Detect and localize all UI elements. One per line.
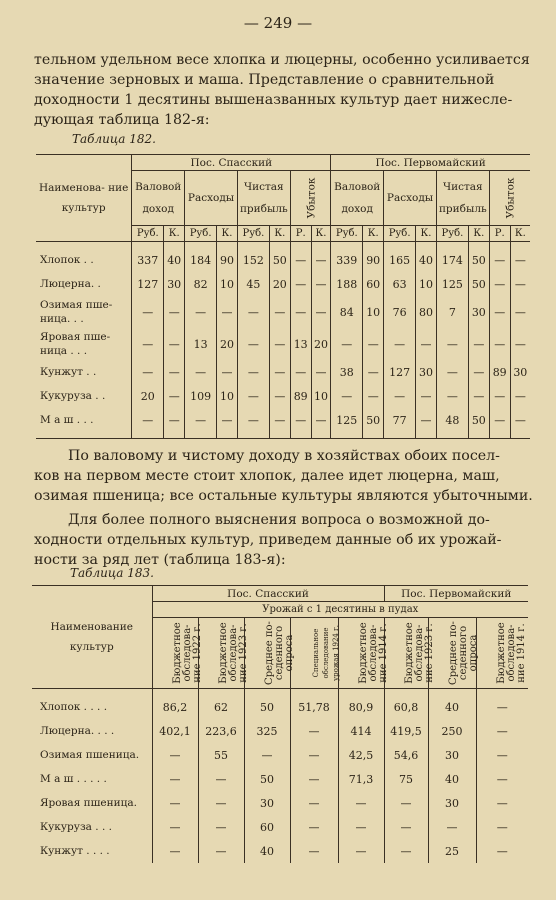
table-cell: 86,2 (152, 695, 198, 719)
table-row (36, 360, 530, 384)
table-cell: — (164, 384, 185, 408)
table-182-subheader: Расходы (384, 171, 437, 226)
table-183-column: Бюджетное обследова- ние 1923 г. (384, 618, 428, 689)
row-label: Яровая пшеница. (32, 791, 152, 815)
table-cell: — (468, 384, 489, 408)
table-cell: — (384, 791, 428, 815)
table-182-subheader: Убыток (489, 171, 530, 226)
table-cell: — (237, 384, 269, 408)
table-cell: — (152, 743, 198, 767)
text-line: ходности отдельных культур, приведем данные об их урожай- (34, 532, 502, 548)
table-cell: 10 (416, 272, 437, 296)
table-182-unit: Руб. (331, 226, 363, 242)
page-number: — 249 — (243, 14, 313, 32)
table-cell: — (185, 296, 217, 328)
table-cell: 60 (244, 815, 290, 839)
table-cell: 337 (132, 248, 164, 272)
table-cell: 84 (331, 296, 363, 328)
table-cell: 38 (331, 360, 363, 384)
table-cell: 40 (428, 767, 476, 791)
table-cell: — (290, 767, 338, 791)
table-182-group-spassky: Пос. Спасский (132, 155, 331, 171)
table-cell: 55 (198, 743, 244, 767)
table-cell: — (164, 296, 185, 328)
table-182-unit: К. (217, 226, 238, 242)
table-cell: — (269, 384, 290, 408)
table-cell: 89 (489, 360, 510, 384)
table-183-caption: Таблица 183. (70, 566, 154, 580)
table-cell: — (290, 360, 311, 384)
table-cell: — (152, 791, 198, 815)
table-cell: 13 (185, 328, 217, 360)
table-cell: 20 (132, 384, 164, 408)
table-cell: — (244, 743, 290, 767)
table-cell: 184 (185, 248, 217, 272)
table-183-subheader: Урожай с 1 десятины в пудах (152, 602, 528, 618)
table-cell: — (311, 360, 331, 384)
row-label: Кукуруза . . . (32, 815, 152, 839)
paragraph-intro (34, 50, 528, 130)
table-cell: 30 (416, 360, 437, 384)
table-cell: — (198, 815, 244, 839)
table-cell: — (416, 384, 437, 408)
text-line: значение зерновых и маша. Представление о сравнительной (34, 72, 495, 88)
table-cell: 75 (384, 767, 428, 791)
row-label: Кунжут . . . . (32, 839, 152, 863)
table-row (36, 296, 530, 328)
table-cell: 90 (363, 248, 384, 272)
table-cell: 30 (510, 360, 530, 384)
table-182-subheader: Чистая прибыль (436, 171, 489, 226)
table-cell: — (510, 248, 530, 272)
table-cell: — (384, 839, 428, 863)
table-182-unit: К. (510, 226, 530, 242)
table-cell: 50 (244, 767, 290, 791)
row-label: Озимая пше- ница. . . (36, 296, 132, 328)
table-cell: — (217, 296, 238, 328)
table-cell: 174 (436, 248, 468, 272)
table-cell: — (476, 815, 528, 839)
row-label: Люцерна. . (36, 272, 132, 296)
table-cell: 30 (468, 296, 489, 328)
table-183-column: Бюджетное обследова- ние 1914 г. (338, 618, 384, 689)
table-cell: — (510, 272, 530, 296)
table-cell: — (185, 408, 217, 432)
table-cell: — (338, 791, 384, 815)
table-cell: 7 (436, 296, 468, 328)
table-cell: — (489, 296, 510, 328)
table-cell: — (489, 328, 510, 360)
table-cell: — (132, 296, 164, 328)
table-183-column: Бюджетное обследова- ние 1922 г. (152, 618, 198, 689)
table-cell: — (363, 384, 384, 408)
table-cell: — (132, 328, 164, 360)
table-row (36, 328, 530, 360)
table-cell: — (152, 767, 198, 791)
table-182-unit: К. (269, 226, 290, 242)
table-cell: 165 (384, 248, 416, 272)
table-183-column: Бюджетное обследова- ние 1923 г. (198, 618, 244, 689)
table-cell: — (476, 767, 528, 791)
table-cell: — (217, 408, 238, 432)
table-cell: 125 (331, 408, 363, 432)
table-cell: — (185, 360, 217, 384)
text-line: Для более полного выяснения вопроса о возможной до- (68, 512, 490, 528)
table-182-subheader: Валовой доход (331, 171, 384, 226)
table-cell: 325 (244, 719, 290, 743)
table-cell: 20 (269, 272, 290, 296)
table-182-unit: Руб. (384, 226, 416, 242)
table-cell: — (338, 815, 384, 839)
table-182-unit: Руб. (132, 226, 164, 242)
table-cell: 40 (164, 248, 185, 272)
table-182-column-header: Наименова- ние культур (36, 155, 132, 242)
table-cell: 25 (428, 839, 476, 863)
table-cell: 402,1 (152, 719, 198, 743)
table-cell: 80,9 (338, 695, 384, 719)
table-183-column-header: Наименование культур (32, 586, 152, 689)
table-cell: — (436, 360, 468, 384)
table-cell: 250 (428, 719, 476, 743)
table-row (32, 767, 528, 791)
table-cell: 40 (428, 695, 476, 719)
table-182-unit: Руб. (185, 226, 217, 242)
table-183-column: Бюджетное обследова- ние 1914 г. (476, 618, 528, 689)
table-cell: — (311, 296, 331, 328)
table-cell: 10 (217, 272, 238, 296)
table-cell: — (237, 328, 269, 360)
table-cell: 414 (338, 719, 384, 743)
table-cell: — (237, 408, 269, 432)
table-row (36, 248, 530, 272)
table-cell: — (416, 408, 437, 432)
table-cell: — (152, 839, 198, 863)
text-line: дующая таблица 182-я: (34, 112, 210, 128)
table-cell: — (476, 719, 528, 743)
table-cell: 10 (311, 384, 331, 408)
table-cell: 223,6 (198, 719, 244, 743)
table-cell: — (269, 328, 290, 360)
table-183 (32, 585, 528, 863)
text-line: тельном удельном весе хлопка и люцерны, особенно усиливается (34, 52, 530, 68)
row-label: М а ш . . . (36, 408, 132, 432)
table-183-column: Среднее по- седенного опроса (244, 618, 290, 689)
table-183-column: Среднее по- седенного опроса (428, 618, 476, 689)
table-182-subheader: Расходы (185, 171, 238, 226)
table-cell: 63 (384, 272, 416, 296)
table-cell: — (311, 272, 331, 296)
table-cell: — (510, 384, 530, 408)
table-cell: 51,78 (290, 695, 338, 719)
table-cell: 10 (363, 296, 384, 328)
table-cell: 20 (311, 328, 331, 360)
table-cell: — (269, 408, 290, 432)
table-cell: — (476, 839, 528, 863)
table-cell: — (269, 360, 290, 384)
table-cell: — (476, 743, 528, 767)
table-cell: — (384, 384, 416, 408)
table-cell: 339 (331, 248, 363, 272)
table-cell: — (290, 839, 338, 863)
table-row (32, 695, 528, 719)
table-cell: — (164, 328, 185, 360)
row-label: Люцерна. . . . (32, 719, 152, 743)
table-cell: 50 (468, 248, 489, 272)
table-cell: 54,6 (384, 743, 428, 767)
table-cell: — (217, 360, 238, 384)
table-cell: 62 (198, 695, 244, 719)
row-label: М а ш . . . . . (32, 767, 152, 791)
row-label: Яровая пше- ница . . . (36, 328, 132, 360)
table-cell: — (198, 767, 244, 791)
table-cell: — (152, 815, 198, 839)
row-label: Хлопок . . . . (32, 695, 152, 719)
table-cell: — (510, 408, 530, 432)
text-line: доходности 1 десятины вышеназванных культур дает нижесле- (34, 92, 513, 108)
table-182-subheader: Валовой доход (132, 171, 185, 226)
table-cell: 48 (436, 408, 468, 432)
table-cell: — (269, 296, 290, 328)
table-cell: — (290, 272, 311, 296)
table-cell: — (164, 408, 185, 432)
table-cell: — (489, 384, 510, 408)
table-cell: 50 (468, 272, 489, 296)
table-row (36, 408, 530, 432)
table-cell: — (510, 296, 530, 328)
table-cell: 30 (428, 791, 476, 815)
table-cell: 30 (244, 791, 290, 815)
table-183-column: Специальное обследование урожая 1924 г. (290, 618, 338, 689)
row-label: Хлопок . . (36, 248, 132, 272)
table-cell: 419,5 (384, 719, 428, 743)
table-cell: — (331, 328, 363, 360)
table-182-unit: К. (311, 226, 331, 242)
table-cell: — (428, 815, 476, 839)
table-cell: 40 (416, 248, 437, 272)
table-182-subheader: Убыток (290, 171, 331, 226)
table-cell: — (476, 791, 528, 815)
table-cell: — (290, 296, 311, 328)
text-line: ности за ряд лет (таблица 183-я): (34, 552, 286, 568)
table-182-unit: Р. (489, 226, 510, 242)
table-cell: 50 (363, 408, 384, 432)
table-182-unit: Р. (290, 226, 311, 242)
table-cell: 127 (132, 272, 164, 296)
table-row (36, 272, 530, 296)
table-cell: — (237, 360, 269, 384)
table-cell: — (132, 360, 164, 384)
table-182-unit: К. (468, 226, 489, 242)
table-cell: 50 (468, 408, 489, 432)
table-cell: — (164, 360, 185, 384)
table-cell: 50 (244, 695, 290, 719)
table-cell: 60,8 (384, 695, 428, 719)
table-182-unit: Руб. (237, 226, 269, 242)
paragraph-analysis (34, 446, 533, 570)
table-cell: 82 (185, 272, 217, 296)
table-cell: 109 (185, 384, 217, 408)
table-cell: — (290, 408, 311, 432)
text-line: ков на первом месте стоит хлопок, далее идет люцерна, маш, (34, 468, 500, 484)
table-cell: 42,5 (338, 743, 384, 767)
table-cell: 80 (416, 296, 437, 328)
table-cell: 30 (164, 272, 185, 296)
table-cell: — (331, 384, 363, 408)
table-cell: 125 (436, 272, 468, 296)
table-cell: — (311, 408, 331, 432)
table-cell: — (363, 360, 384, 384)
table-cell: — (476, 695, 528, 719)
table-182-unit: К. (164, 226, 185, 242)
table-cell: — (489, 248, 510, 272)
table-cell: 188 (331, 272, 363, 296)
table-182-unit: К. (363, 226, 384, 242)
table-cell: 20 (217, 328, 238, 360)
table-cell: — (290, 743, 338, 767)
table-cell: 13 (290, 328, 311, 360)
table-row (32, 815, 528, 839)
table-182-subheader: Чистая прибыль (237, 171, 290, 226)
table-cell: 60 (363, 272, 384, 296)
table-cell: — (237, 296, 269, 328)
table-row (32, 743, 528, 767)
text-line: По валовому и чистому доходу в хозяйствах обоих посел- (68, 448, 500, 464)
table-cell: — (468, 360, 489, 384)
table-cell: 71,3 (338, 767, 384, 791)
table-row (32, 719, 528, 743)
table-cell: — (363, 328, 384, 360)
table-cell: — (132, 408, 164, 432)
table-cell: 89 (290, 384, 311, 408)
table-cell: — (290, 815, 338, 839)
table-cell: — (384, 815, 428, 839)
table-cell: — (290, 248, 311, 272)
table-182-caption: Таблица 182. (72, 132, 156, 146)
table-row (32, 839, 528, 863)
table-182 (36, 154, 530, 439)
table-cell: 50 (269, 248, 290, 272)
table-cell: 10 (217, 384, 238, 408)
row-label: Кунжут . . (36, 360, 132, 384)
table-cell: — (436, 384, 468, 408)
table-183-group-pervomaisky: Пос. Первомайский (384, 586, 528, 602)
table-cell: — (436, 328, 468, 360)
table-cell: 152 (237, 248, 269, 272)
table-cell: — (489, 272, 510, 296)
table-cell: — (290, 719, 338, 743)
table-cell: — (416, 328, 437, 360)
text-line: озимая пшеница; все остальные культуры являются убыточными. (34, 488, 533, 504)
table-cell: — (384, 328, 416, 360)
table-cell: — (198, 839, 244, 863)
table-cell: — (489, 408, 510, 432)
table-183-group-spassky: Пос. Спасский (152, 586, 384, 602)
table-cell: — (510, 328, 530, 360)
row-label: Кукуруза . . (36, 384, 132, 408)
table-cell: — (338, 839, 384, 863)
table-cell: — (290, 791, 338, 815)
table-cell: 90 (217, 248, 238, 272)
row-label: Озимая пшеница. (32, 743, 152, 767)
table-cell: 30 (428, 743, 476, 767)
table-182-unit: Руб. (436, 226, 468, 242)
table-cell: 127 (384, 360, 416, 384)
table-cell: 76 (384, 296, 416, 328)
table-cell: — (198, 791, 244, 815)
table-cell: — (468, 328, 489, 360)
table-cell: — (311, 248, 331, 272)
table-row (32, 791, 528, 815)
table-cell: 45 (237, 272, 269, 296)
table-cell: 40 (244, 839, 290, 863)
table-182-group-pervomaisky: Пос. Первомайский (331, 155, 530, 171)
table-182-unit: К. (416, 226, 437, 242)
table-row (36, 384, 530, 408)
table-cell: 77 (384, 408, 416, 432)
